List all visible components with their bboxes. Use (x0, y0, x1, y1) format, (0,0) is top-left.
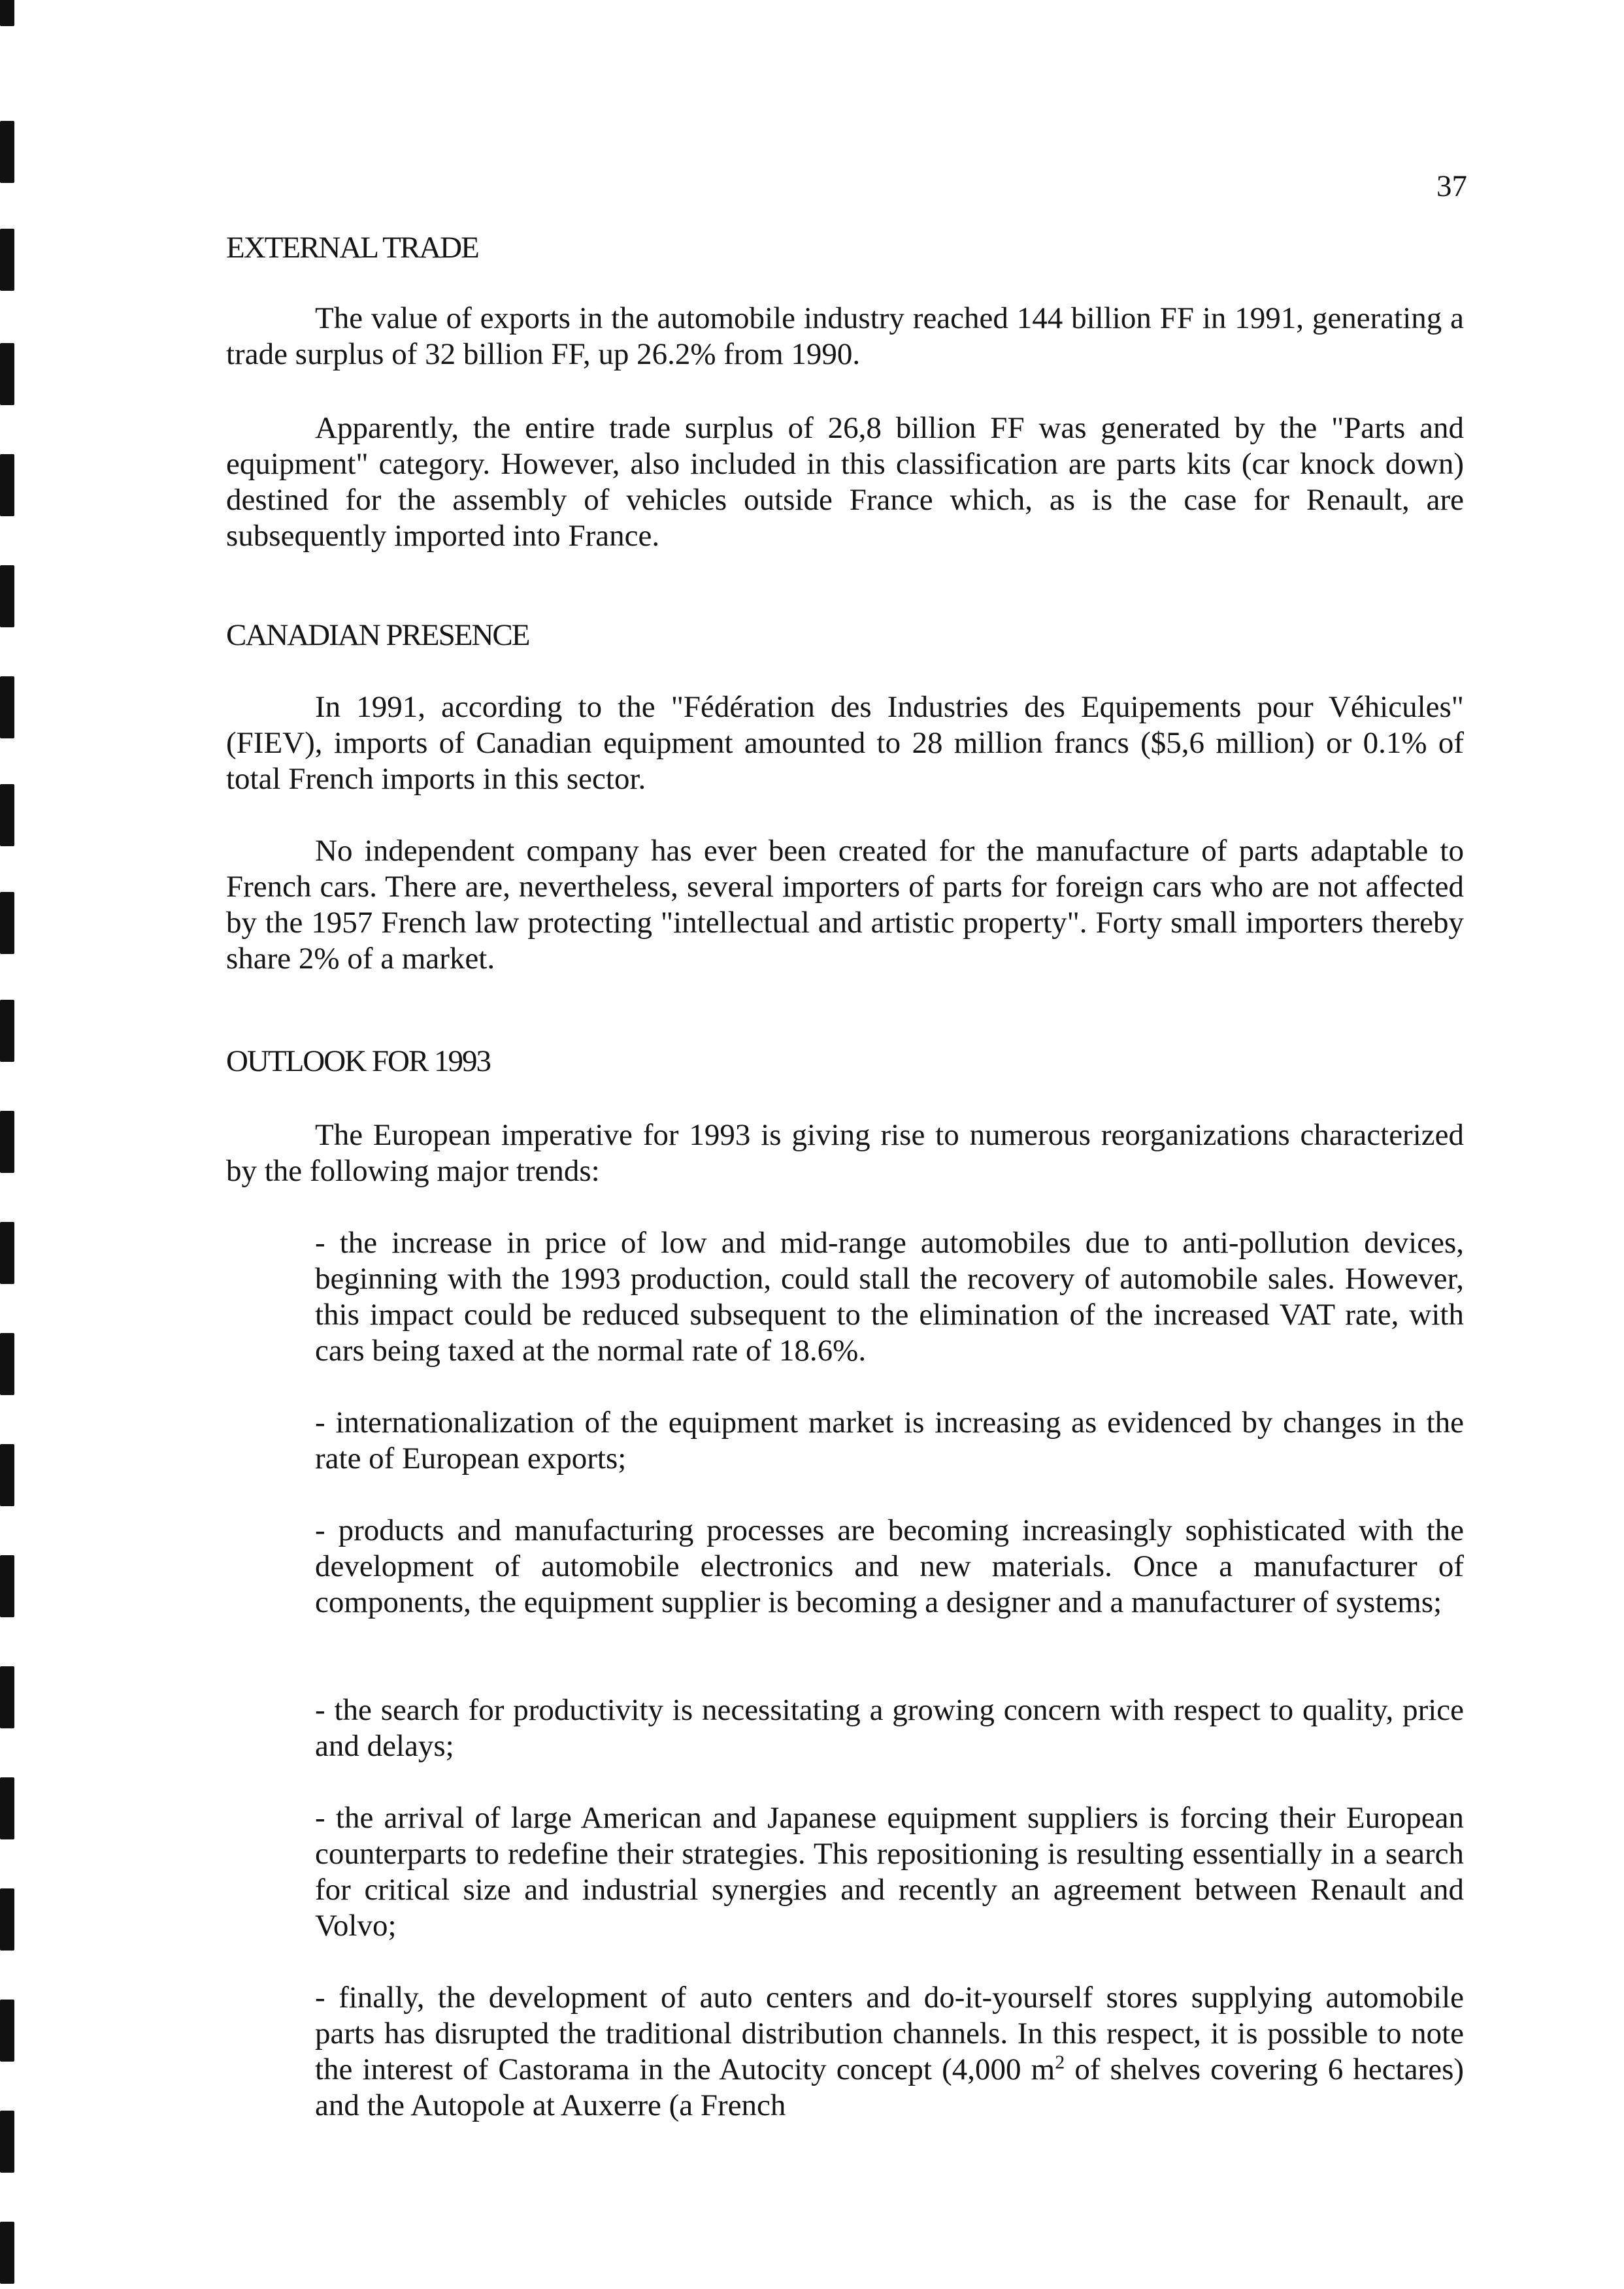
paragraph (226, 301, 1464, 372)
binding-hole (0, 2111, 14, 2173)
paragraph-text: The European imperative for 1993 is giving rise to numerous reorganizations characterized by the following major trends: (226, 1118, 1464, 1188)
binding-hole (0, 343, 14, 405)
bullet-item: - internationalization of the equipment market is increasing as evidenced by changes in the rate of European exports; (315, 1406, 1464, 1475)
superscript: 2 (1055, 2051, 1065, 2073)
bullet-item: - the search for productivity is necessitating a growing concern with respect to quality, price and delays; (315, 1693, 1464, 1763)
binding-hole (0, 121, 14, 183)
page-number: 37 (1436, 169, 1467, 203)
binding-hole (0, 1555, 14, 1617)
binding-hole (0, 1333, 14, 1395)
bullet-text: - finally, the development of auto centers and do-it-yourself stores supplying automobile parts has disrupted the traditional distribution channels. In this respect, it is possible to note the interest of Castorama in the Autocity concept (4,000 m (315, 1981, 1464, 2086)
binding-hole (0, 1111, 14, 1173)
binding-hole (0, 2000, 14, 2062)
binding-hole (0, 2222, 14, 2284)
paragraph-text: No independent company has ever been created for the manufacture of parts adaptable to French cars. There are, nevertheless, several importers of parts for foreign cars who are not affected by the 1957 French law protecting "intellectual and artistic property". Forty small importers thereby share 2% of a market. (226, 834, 1464, 976)
binding-hole (0, 0, 14, 26)
bullet-item: - products and manufacturing processes are becoming increasingly sophisticated with the development of automobile electronics and new materials. Once a manufacturer of components, the equipment supplier is becoming a designer and a manufacturer of systems; (315, 1513, 1464, 1619)
paragraph (226, 1117, 1464, 1189)
binding-hole (0, 892, 14, 954)
binding-hole (0, 1777, 14, 1839)
bullet-item: - the increase in price of low and mid-range automobiles due to anti-pollution devices, beginning with the 1993 production, could stall the recovery of automobile sales. However, this impact could be reduced subsequent to the elimination of the increased VAT rate, with cars being taxed at the normal rate of 18.6%. (315, 1226, 1464, 1368)
binding-hole (0, 1888, 14, 1951)
paragraph-text: In 1991, according to the "Fédération des Industries des Equipements pour Véhicules" (FIEV), imports of Canadian equipment amounted to 28 million francs ($5,6 million) or 0.1% of total French imports in this sector. (226, 690, 1464, 796)
bullet-item (315, 1980, 1464, 2124)
paragraph (226, 689, 1464, 797)
binding-hole (0, 1000, 14, 1062)
binding-edge (0, 0, 26, 2289)
bullet-item: - the arrival of large American and Japanese equipment suppliers is forcing their European counterparts to redefine their strategies. This repositioning is resulting essentially in a search for critical size and industrial synergies and recently an agreement between Renault and Volvo; (315, 1801, 1464, 1943)
binding-hole (0, 1444, 14, 1506)
bullet-text: of shelves covering 6 hectares) and the Autopole at Auxerre (a French (315, 2052, 1465, 2122)
binding-hole (0, 229, 14, 291)
section-heading-canadian-presence: CANADIAN PRESENCE (226, 618, 529, 652)
binding-hole (0, 565, 14, 627)
section-heading-outlook-1993: OUTLOOK FOR 1993 (226, 1044, 491, 1078)
paragraph-text: The value of exports in the automobile industry reached 144 billion FF in 1991, generating a trade surplus of 32 billion FF, up 26.2% from 1990. (226, 301, 1464, 371)
paragraph (226, 833, 1464, 977)
binding-hole (0, 784, 14, 846)
paragraph (226, 410, 1464, 554)
binding-hole (0, 1666, 14, 1728)
binding-hole (0, 676, 14, 738)
paragraph-text: Apparently, the entire trade surplus of 26,8 billion FF was generated by the "Parts and equipment" category. However, also included in this classification are parts kits (car knock down) destined for the assembly of vehicles outside France which, as is the case for Renault, are subsequently imported into France. (226, 411, 1464, 553)
binding-hole (0, 1222, 14, 1284)
binding-hole (0, 454, 14, 516)
section-heading-external-trade: EXTERNAL TRADE (226, 231, 478, 265)
